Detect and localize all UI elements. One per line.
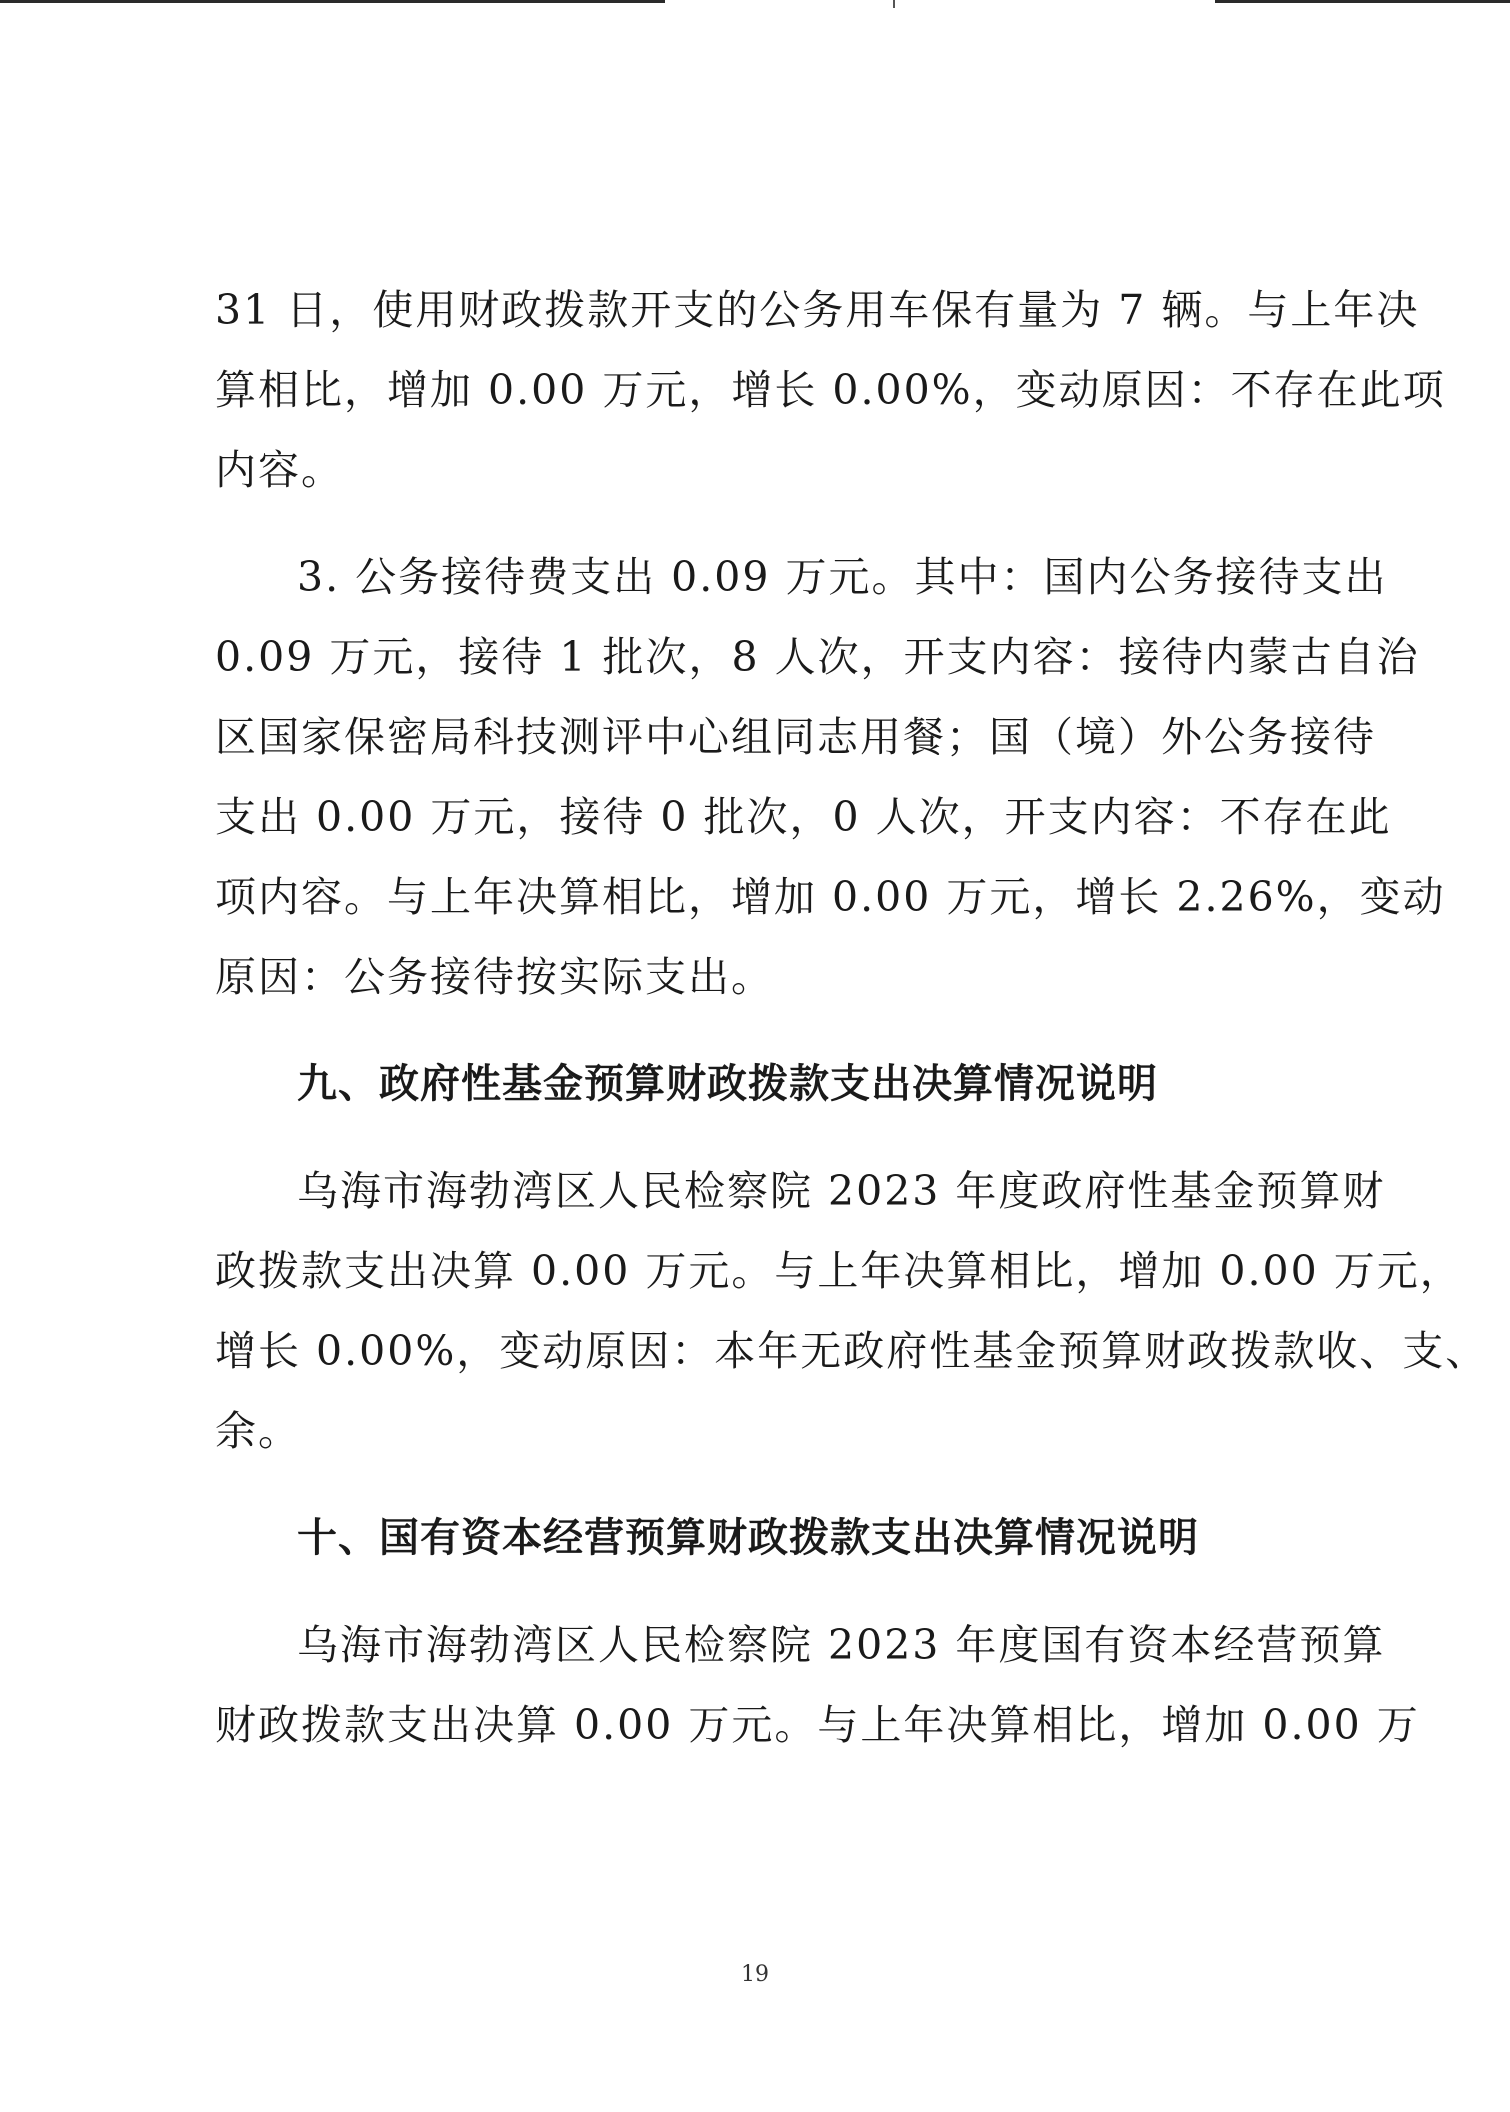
paragraph-vehicle-count [215,270,1446,510]
text-line: 3. 公务接待费支出 0.09 万元。其中：国内公务接待支出 [297,553,1388,601]
text-line: 31 日，使用财政拨款开支的公务用车保有量为 7 辆。与上年决 [215,286,1420,334]
scan-edge-left [0,0,665,3]
scan-edge-right [1215,0,1510,3]
text-line: 支出 0.00 万元，接待 0 批次，0 人次，开支内容：不存在此 [215,793,1392,841]
text-line: 0.09 万元，接待 1 批次，8 人次，开支内容：接待内蒙古自治 [215,633,1420,681]
text-line: 余。 [215,1407,301,1455]
document-page [215,270,1489,1792]
text-line: 乌海市海勃湾区人民检察院 2023 年度国有资本经营预算 [297,1621,1386,1669]
section-heading-government-fund: 九、政府性基金预算财政拨款支出决算情况说明 [297,1061,1158,1107]
paragraph-state-capital [215,1605,1420,1765]
paragraph-government-fund [215,1151,1489,1471]
text-line: 乌海市海勃湾区人民检察院 2023 年度政府性基金预算财 [297,1167,1386,1215]
text-line: 算相比，增加 0.00 万元，增长 0.00%，变动原因：不存在此项 [215,366,1446,414]
page-number: 19 [741,1962,769,1987]
section-heading-state-capital: 十、国有资本经营预算财政拨款支出决算情况说明 [297,1515,1199,1561]
text-line: 原因：公务接待按实际支出。 [215,953,774,1001]
scan-tick-mark [893,0,895,8]
text-line: 内容。 [215,446,344,494]
text-line: 区国家保密局科技测评中心组同志用餐；国（境）外公务接待 [215,713,1376,761]
text-line: 政拨款支出决算 0.00 万元。与上年决算相比，增加 0.00 万元， [215,1247,1463,1295]
paragraph-reception-expense [215,537,1446,1017]
text-line: 项内容。与上年决算相比，增加 0.00 万元，增长 2.26%，变动 [215,873,1446,921]
text-line: 财政拨款支出决算 0.00 万元。与上年决算相比，增加 0.00 万 [215,1701,1420,1749]
text-line: 增长 0.00%，变动原因：本年无政府性基金预算财政拨款收、支、 [215,1327,1489,1375]
